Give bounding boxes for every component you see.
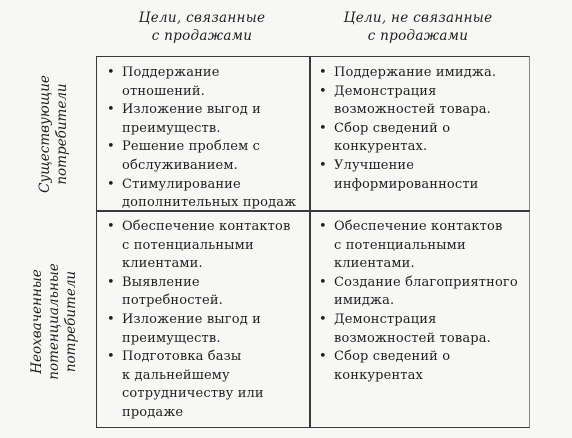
- column-header-non-sales-goals: Цели, не связанные с продажами: [343, 10, 493, 44]
- column-header-sales-goals: Цели, связанные с продажами: [138, 10, 266, 44]
- list-item-text: Демонстрация возможностей товара.: [334, 83, 491, 118]
- list-item: [106, 101, 306, 138]
- bullet-icon: •: [319, 157, 327, 173]
- list-item: [318, 157, 528, 194]
- list-item-text: Демонстрация возможностей товара.: [334, 311, 491, 346]
- cell-existing-non-sales: [318, 64, 528, 194]
- bullet-icon: •: [319, 219, 327, 234]
- bullet-icon: •: [107, 274, 115, 290]
- row-header-potential-customers-text: Неохваченные потенциальные потребители: [28, 262, 79, 380]
- bullet-icon: •: [107, 311, 115, 327]
- list-item-text: Обеспечение контактов с потенциальными клиентами.: [334, 219, 503, 272]
- list-item-text: Поддержание отношений.: [122, 65, 220, 99]
- list-item-text: Выявление потребностей.: [122, 274, 223, 309]
- list-item: [318, 120, 528, 157]
- cell-potential-non-sales: [318, 218, 528, 385]
- list-item: [318, 348, 528, 385]
- row-header-existing-customers-text: Существующие потребители: [37, 75, 71, 193]
- list-item-text: Поддержание имиджа.: [334, 65, 497, 80]
- list-item: [106, 64, 306, 101]
- cell-potential-sales: [106, 218, 306, 423]
- bullet-icon: •: [107, 139, 115, 155]
- list-item: [318, 274, 528, 311]
- matrix-vertical-divider: [309, 56, 311, 428]
- list-item-text: Сбор сведений о конкурентах.: [334, 120, 451, 155]
- list-item-text: Изложение выгод и преимуществ.: [122, 102, 261, 136]
- bullet-icon: •: [107, 219, 115, 234]
- bullet-icon: •: [107, 102, 115, 118]
- bullet-icon: •: [319, 349, 327, 365]
- list-item: [318, 218, 528, 274]
- list-item-text: Улучшение информированности: [334, 157, 479, 192]
- list-item: [318, 83, 528, 120]
- bullet-icon: •: [319, 311, 327, 327]
- list-item: [106, 348, 306, 422]
- list-item-text: Решение проблем с обслуживанием.: [122, 139, 261, 173]
- bullet-icon: •: [319, 83, 327, 99]
- bullet-icon: •: [107, 176, 115, 192]
- list-item-text: Изложение выгод и преимуществ.: [122, 311, 261, 346]
- bullet-icon: •: [107, 349, 115, 365]
- list-item-text: Обеспечение контактов с потенциальными клиентами.: [122, 219, 291, 272]
- bullet-icon: •: [107, 65, 115, 80]
- list-item: [106, 311, 306, 348]
- bullet-icon: •: [319, 274, 327, 290]
- bullet-icon: •: [319, 120, 327, 136]
- row-header-existing-customers: [14, 58, 94, 210]
- list-item: [318, 311, 528, 348]
- list-item: [106, 138, 306, 175]
- list-item-text: Подготовка базы к дальнейшему сотрудничеству или продаже: [122, 349, 264, 420]
- list-item-text: Стимулирование дополнительных продаж: [122, 176, 297, 211]
- list-item: [106, 218, 306, 274]
- list-item-text: Создание благоприятного имиджа.: [334, 274, 518, 309]
- list-item: [106, 176, 306, 213]
- row-header-potential-customers: [14, 212, 94, 430]
- list-item-text: Сбор сведений о конкурентах: [334, 349, 451, 383]
- list-item: [318, 64, 528, 83]
- cell-existing-sales: [106, 64, 306, 213]
- list-item: [106, 274, 306, 311]
- bullet-icon: •: [319, 65, 327, 80]
